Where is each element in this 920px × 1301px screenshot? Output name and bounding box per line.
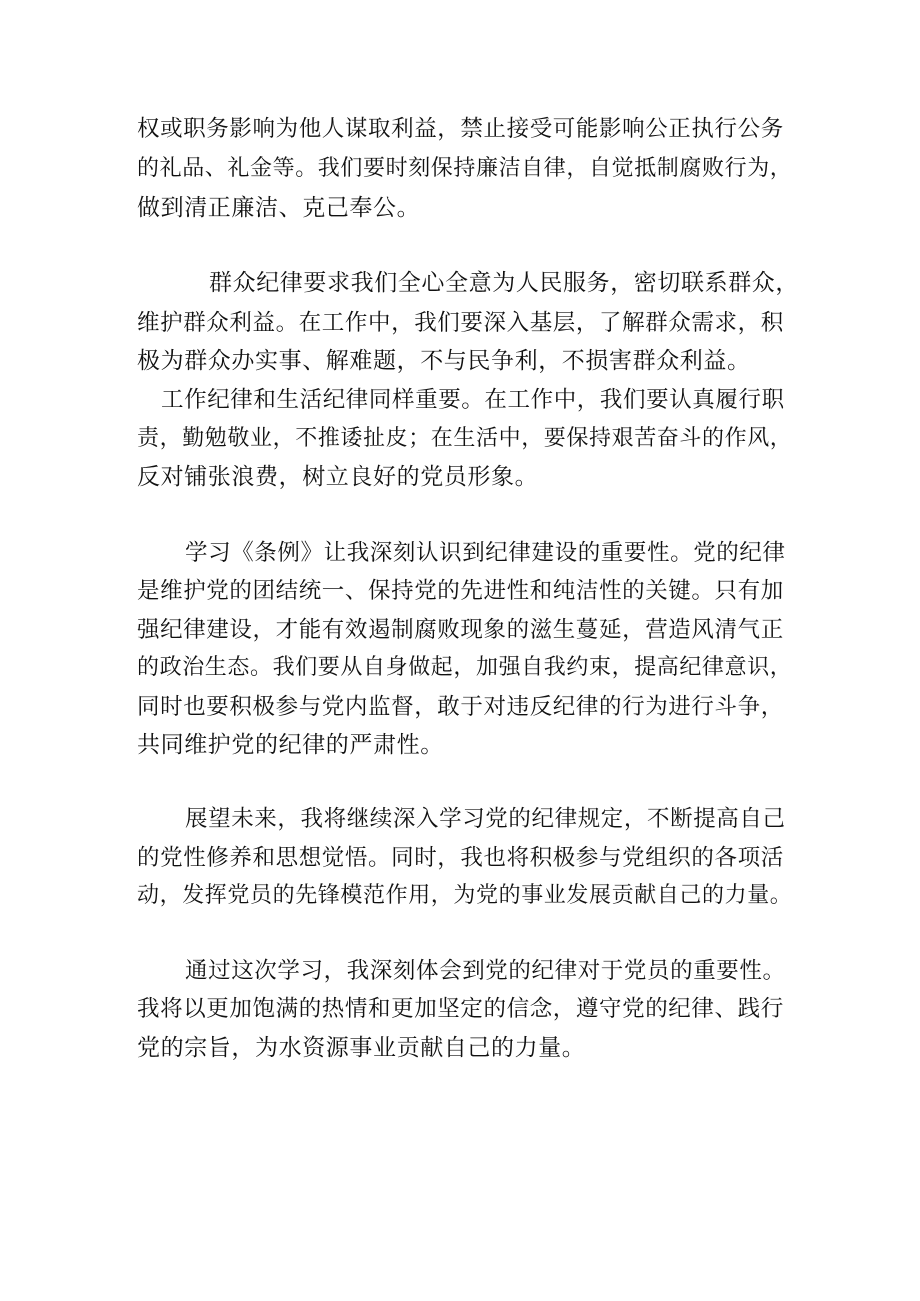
text-line: 党的宗旨，为水资源事业贡献自己的力量。 — [137, 1035, 586, 1061]
text-line: 的政治生态。我们要从自身做起，加强自我约束，提高纪律意识， — [137, 655, 793, 680]
text-line: 同时也要积极参与党内监督，敢于对违反纪律的行为进行斗争， — [137, 694, 784, 720]
text-line: 共同维护党的纪律的严肃性。 — [137, 732, 444, 758]
text-line: 通过这次学习，我深刻体会到党的纪律对于党员的重要性。 — [185, 958, 786, 984]
text-line: 强纪律建设，才能有效遏制腐败现象的滋生蔓延，营造风清气正 — [137, 617, 784, 643]
text-line: 反对铺张浪费，树立良好的党员形象。 — [137, 464, 539, 490]
text-line: 我将以更加饱满的热情和更加坚定的信念，遵守党的纪律、践行 — [137, 996, 784, 1022]
text-line: 权或职务影响为他人谋取利益，禁止接受可能影响公正执行公务 — [137, 116, 784, 142]
text-line: 动，发挥党员的先锋模范作用，为党的事业发展贡献自己的力量。 — [137, 883, 793, 908]
text-line: 的党性修养和思想觉悟。同时，我也将积极参与党组织的各项活 — [137, 845, 784, 871]
text-line: 是维护党的团结统一、保持党的先进性和纯洁性的关键。只有加 — [137, 578, 784, 604]
text-line: 学习《条例》让我深刻认识到纪律建设的重要性。党的纪律 — [185, 540, 786, 566]
text-line: 展望未来，我将继续深入学习党的纪律规定，不断提高自己 — [185, 806, 786, 832]
text-line: 极为群众办实事、解难题，不与民争利，不损害群众利益。 — [137, 348, 751, 374]
text-line: 做到清正廉洁、克己奉公。 — [137, 195, 421, 221]
text-line: 维护群众利益。在工作中，我们要深入基层，了解群众需求，积 — [137, 310, 784, 336]
text-line: 群众纪律要求我们全心全意为人民服务，密切联系群众， — [209, 270, 799, 296]
text-line: 的礼品、礼金等。我们要时刻保持廉洁自律，自觉抵制腐败行为， — [137, 156, 793, 181]
text-line: 责，勤勉敬业，不推诿扯皮；在生活中，要保持艰苦奋斗的作风， — [137, 426, 793, 451]
text-line: 工作纪律和生活纪律同样重要。在工作中，我们要认真履行职 — [161, 387, 785, 413]
